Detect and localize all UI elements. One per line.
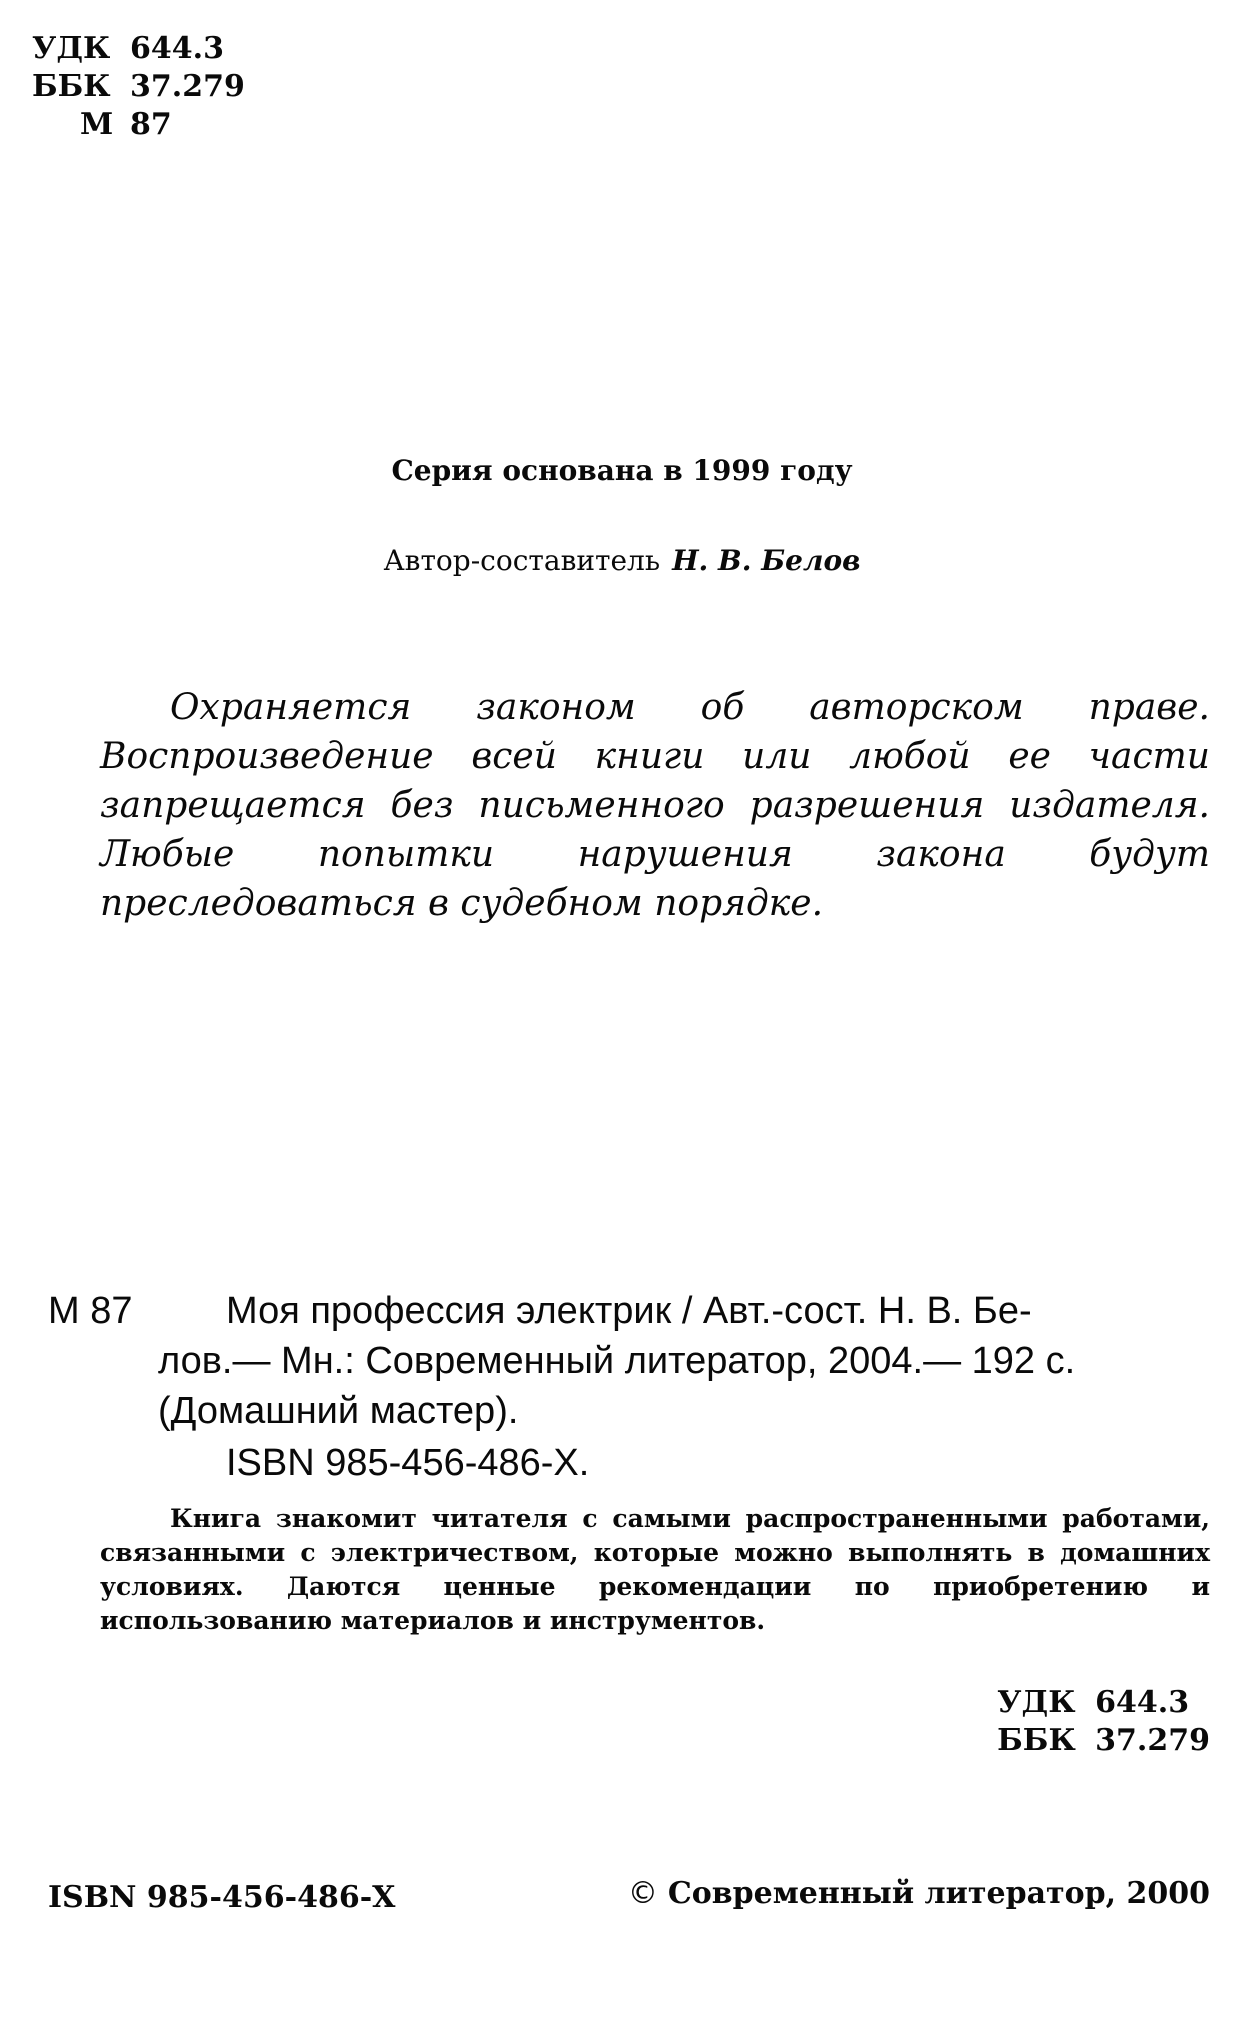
author-role: Автор-составитель xyxy=(383,544,661,577)
copyright-holder: Современный литератор, 2000 xyxy=(667,1876,1210,1911)
bbk-row xyxy=(32,68,245,106)
bbk-label-bottom: ББК xyxy=(997,1723,1076,1758)
annotation xyxy=(100,1502,1210,1638)
bbk-value-bottom: 37.279 xyxy=(1095,1723,1210,1758)
udk-row-bottom xyxy=(997,1684,1210,1722)
bbk-value: 37.279 xyxy=(130,69,245,104)
copyright-notice xyxy=(100,683,1210,928)
footer-isbn: ISBN 985-456-486-Х xyxy=(48,1880,396,1915)
udk-row xyxy=(32,30,245,68)
catalog-line-2: лов.— Мн.: Современный литератор, 2004.— 192 с. xyxy=(158,1340,1076,1382)
udk-label-bottom: УДК xyxy=(997,1685,1076,1720)
series-note: Серия основана в 1999 году xyxy=(391,454,853,487)
catalog-entry xyxy=(48,1286,1218,1488)
udk-value-bottom: 644.3 xyxy=(1095,1685,1190,1720)
bbk-row-bottom xyxy=(997,1722,1210,1760)
classification-block-bottom xyxy=(997,1684,1210,1760)
classification-block-top xyxy=(32,30,245,144)
udk-label: УДК xyxy=(32,31,111,66)
annotation-text: Книга знакомит читателя с самыми распространенными работами, связанными с электричеством, которые можно выполнять в домашних условиях. Даются ценные рекомендации по приобретению и использованию материалов и инструментов. xyxy=(100,1504,1210,1635)
footer-copyright xyxy=(628,1876,1210,1911)
author-sign-row xyxy=(32,106,245,144)
catalog-isbn: ISBN 985-456-486-Х. xyxy=(226,1442,590,1484)
author-sign-letter: М xyxy=(80,107,114,142)
catalog-line-3: (Домашний мастер). xyxy=(158,1390,519,1432)
udk-value: 644.3 xyxy=(130,31,224,66)
catalog-code: М 87 xyxy=(48,1290,133,1332)
bbk-label: ББК xyxy=(32,69,111,104)
author-name: Н. В. Белов xyxy=(672,544,861,577)
copyright-notice-text: Охраняется законом об авторском праве. Воспроизведение всей книги или любой ее части запрещается без письменного разрешения издателя. Любые попытки нарушения закона будут преследоваться в судебном порядке. xyxy=(100,687,1210,924)
copyright-icon: © xyxy=(627,1876,658,1911)
author-sign-number: 87 xyxy=(130,107,172,142)
catalog-line-1: Моя профессия электрик / Авт.-сост. Н. В. Бе- xyxy=(226,1290,1032,1332)
author-line xyxy=(0,544,1244,577)
